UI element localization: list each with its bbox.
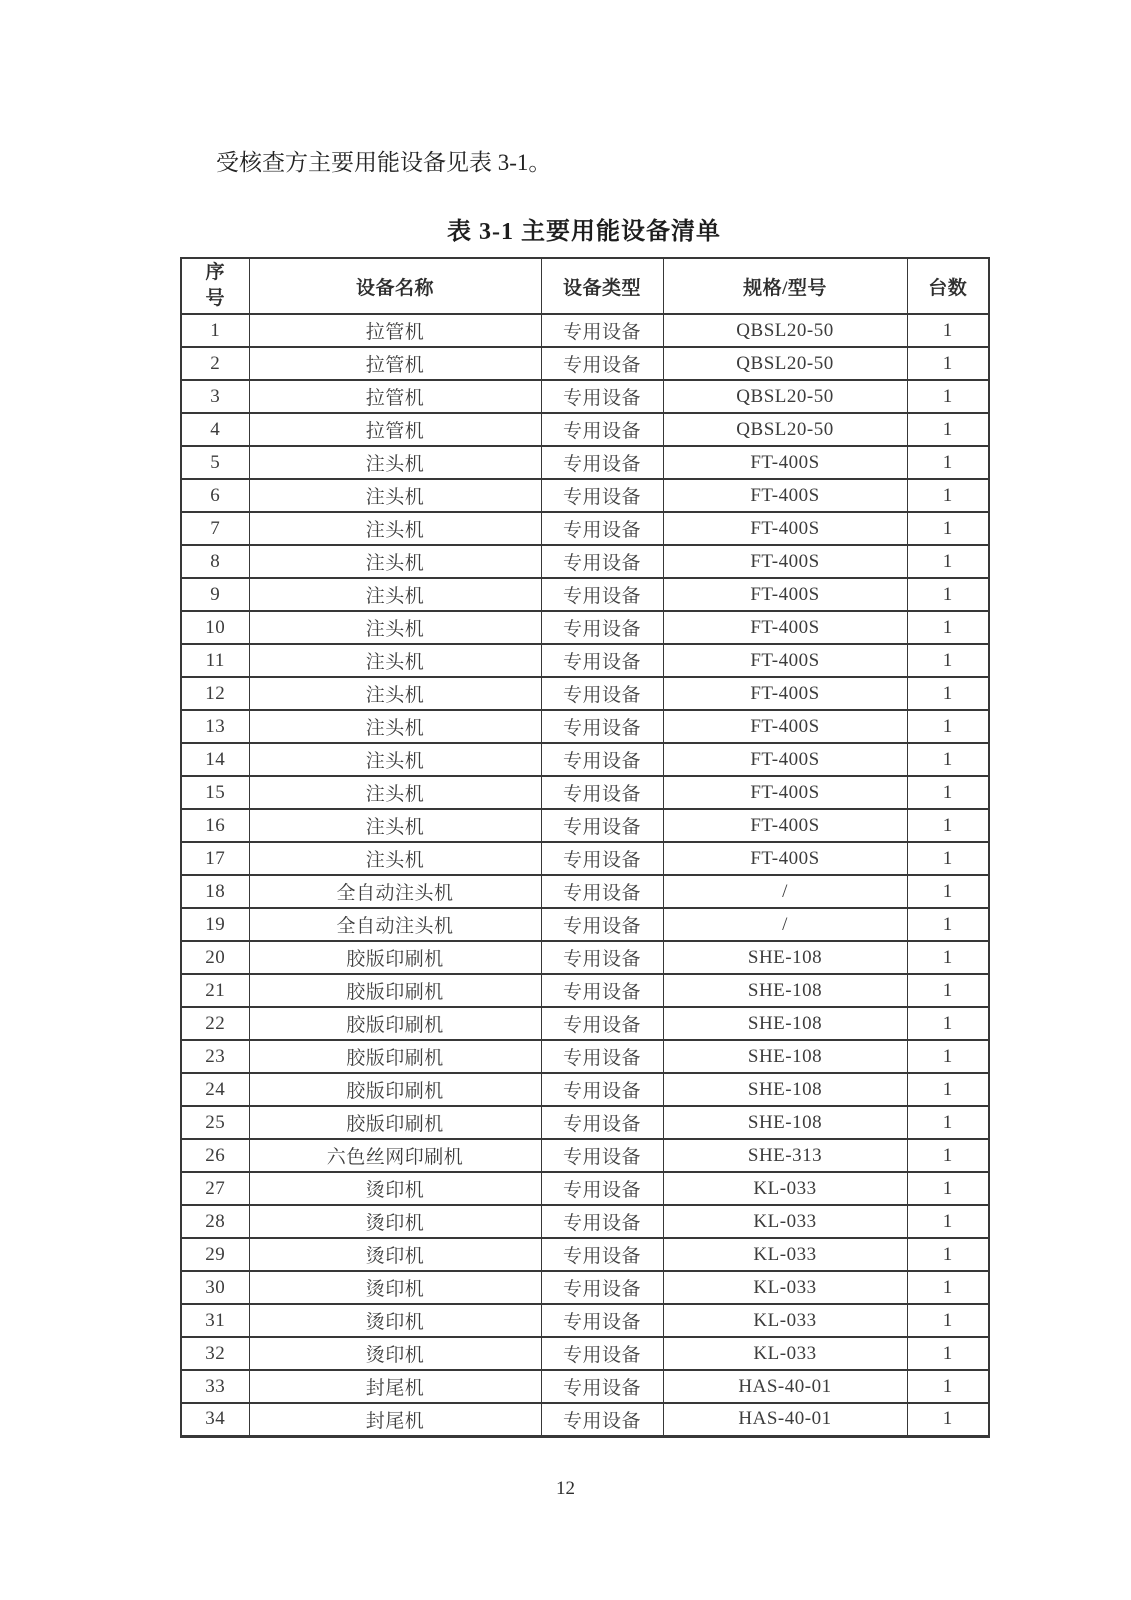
cell-count: 1 — [907, 1073, 989, 1106]
cell-index: 31 — [181, 1304, 249, 1337]
cell-index: 20 — [181, 941, 249, 974]
cell-count: 1 — [907, 611, 989, 644]
cell-count: 1 — [907, 776, 989, 809]
cell-index: 11 — [181, 644, 249, 677]
table-row — [181, 611, 989, 644]
cell-model: KL-033 — [663, 1304, 907, 1337]
header-label-model: 规格/型号 — [743, 277, 827, 299]
cell-type: 专用设备 — [541, 1007, 663, 1040]
cell-name: 胶版印刷机 — [249, 1040, 541, 1073]
cell-name: 注头机 — [249, 446, 541, 479]
table-row — [181, 545, 989, 578]
table-row — [181, 1238, 989, 1271]
cell-model: KL-033 — [663, 1205, 907, 1238]
cell-type: 专用设备 — [541, 479, 663, 512]
cell-count: 1 — [907, 644, 989, 677]
cell-name: 烫印机 — [249, 1205, 541, 1238]
cell-count: 1 — [907, 710, 989, 743]
cell-count: 1 — [907, 1238, 989, 1271]
cell-name: 胶版印刷机 — [249, 1007, 541, 1040]
cell-model: FT-400S — [663, 809, 907, 842]
table-row — [181, 347, 989, 380]
cell-name: 烫印机 — [249, 1271, 541, 1304]
cell-name: 注头机 — [249, 644, 541, 677]
cell-name: 注头机 — [249, 545, 541, 578]
table-row — [181, 413, 989, 446]
equipment-table — [180, 257, 990, 1438]
cell-index: 23 — [181, 1040, 249, 1073]
cell-type: 专用设备 — [541, 1337, 663, 1370]
cell-count: 1 — [907, 875, 989, 908]
cell-model: / — [663, 875, 907, 908]
cell-type: 专用设备 — [541, 413, 663, 446]
cell-index: 19 — [181, 908, 249, 941]
table-row — [181, 512, 989, 545]
cell-name: 注头机 — [249, 776, 541, 809]
cell-count: 1 — [907, 380, 989, 413]
cell-index: 12 — [181, 677, 249, 710]
cell-type: 专用设备 — [541, 710, 663, 743]
cell-index: 1 — [181, 314, 249, 347]
cell-name: 胶版印刷机 — [249, 1106, 541, 1139]
cell-model: FT-400S — [663, 446, 907, 479]
cell-type: 专用设备 — [541, 380, 663, 413]
cell-count: 1 — [907, 578, 989, 611]
cell-index: 26 — [181, 1139, 249, 1172]
cell-name: 全自动注头机 — [249, 908, 541, 941]
cell-count: 1 — [907, 743, 989, 776]
cell-count: 1 — [907, 479, 989, 512]
cell-count: 1 — [907, 1205, 989, 1238]
cell-model: KL-033 — [663, 1271, 907, 1304]
cell-type: 专用设备 — [541, 1040, 663, 1073]
cell-model: KL-033 — [663, 1337, 907, 1370]
cell-type: 专用设备 — [541, 908, 663, 941]
table-row — [181, 578, 989, 611]
cell-index: 17 — [181, 842, 249, 875]
cell-model: SHE-108 — [663, 1007, 907, 1040]
cell-index: 15 — [181, 776, 249, 809]
cell-name: 注头机 — [249, 710, 541, 743]
cell-type: 专用设备 — [541, 347, 663, 380]
table-row — [181, 1172, 989, 1205]
table-row — [181, 314, 989, 347]
cell-name: 封尾机 — [249, 1370, 541, 1403]
cell-count: 1 — [907, 1403, 989, 1436]
cell-model: FT-400S — [663, 677, 907, 710]
cell-count: 1 — [907, 413, 989, 446]
cell-name: 拉管机 — [249, 413, 541, 446]
cell-type: 专用设备 — [541, 1238, 663, 1271]
cell-name: 烫印机 — [249, 1337, 541, 1370]
table-row — [181, 1007, 989, 1040]
cell-count: 1 — [907, 677, 989, 710]
cell-count: 1 — [907, 1106, 989, 1139]
cell-model: SHE-108 — [663, 974, 907, 1007]
cell-count: 1 — [907, 1007, 989, 1040]
header-cell-name — [249, 258, 541, 314]
cell-index: 21 — [181, 974, 249, 1007]
cell-model: FT-400S — [663, 512, 907, 545]
cell-index: 34 — [181, 1403, 249, 1436]
equipment-table-header — [181, 258, 989, 314]
cell-count: 1 — [907, 545, 989, 578]
cell-model: QBSL20-50 — [663, 347, 907, 380]
cell-type: 专用设备 — [541, 446, 663, 479]
cell-name: 胶版印刷机 — [249, 1073, 541, 1106]
cell-count: 1 — [907, 941, 989, 974]
cell-count: 1 — [907, 842, 989, 875]
cell-name: 拉管机 — [249, 314, 541, 347]
cell-type: 专用设备 — [541, 1403, 663, 1436]
cell-name: 六色丝网印刷机 — [249, 1139, 541, 1172]
cell-index: 8 — [181, 545, 249, 578]
cell-type: 专用设备 — [541, 1106, 663, 1139]
cell-index: 2 — [181, 347, 249, 380]
cell-model: SHE-108 — [663, 1073, 907, 1106]
cell-model: SHE-313 — [663, 1139, 907, 1172]
table-row — [181, 1304, 989, 1337]
cell-type: 专用设备 — [541, 1370, 663, 1403]
cell-model: FT-400S — [663, 479, 907, 512]
table-title: 表 3-1 主要用能设备清单 — [447, 219, 721, 245]
cell-index: 4 — [181, 413, 249, 446]
cell-model: SHE-108 — [663, 941, 907, 974]
cell-index: 6 — [181, 479, 249, 512]
cell-index: 9 — [181, 578, 249, 611]
table-row — [181, 1106, 989, 1139]
cell-name: 烫印机 — [249, 1172, 541, 1205]
table-row — [181, 446, 989, 479]
cell-model: QBSL20-50 — [663, 380, 907, 413]
intro-paragraph: 受核查方主要用能设备见表 3-1。 — [216, 150, 552, 175]
cell-name: 注头机 — [249, 677, 541, 710]
cell-type: 专用设备 — [541, 677, 663, 710]
cell-model: FT-400S — [663, 842, 907, 875]
table-row — [181, 941, 989, 974]
cell-type: 专用设备 — [541, 1304, 663, 1337]
cell-model: HAS-40-01 — [663, 1370, 907, 1403]
cell-type: 专用设备 — [541, 1205, 663, 1238]
cell-type: 专用设备 — [541, 545, 663, 578]
cell-name: 注头机 — [249, 512, 541, 545]
header-label-index: 序号 — [205, 262, 225, 309]
table-row — [181, 710, 989, 743]
cell-count: 1 — [907, 1370, 989, 1403]
table-row — [181, 974, 989, 1007]
cell-name: 封尾机 — [249, 1403, 541, 1436]
cell-count: 1 — [907, 1337, 989, 1370]
cell-type: 专用设备 — [541, 875, 663, 908]
table-row — [181, 809, 989, 842]
cell-index: 18 — [181, 875, 249, 908]
document-content — [180, 148, 988, 1438]
cell-model: KL-033 — [663, 1172, 907, 1205]
cell-name: 注头机 — [249, 479, 541, 512]
cell-count: 1 — [907, 1304, 989, 1337]
cell-name: 胶版印刷机 — [249, 941, 541, 974]
cell-model: FT-400S — [663, 776, 907, 809]
cell-model: FT-400S — [663, 710, 907, 743]
table-row — [181, 479, 989, 512]
cell-name: 注头机 — [249, 611, 541, 644]
cell-model: QBSL20-50 — [663, 314, 907, 347]
table-row — [181, 1271, 989, 1304]
cell-index: 10 — [181, 611, 249, 644]
cell-count: 1 — [907, 347, 989, 380]
cell-name: 注头机 — [249, 809, 541, 842]
cell-index: 32 — [181, 1337, 249, 1370]
cell-model: FT-400S — [663, 743, 907, 776]
cell-name: 拉管机 — [249, 347, 541, 380]
table-row — [181, 1370, 989, 1403]
cell-type: 专用设备 — [541, 314, 663, 347]
cell-index: 24 — [181, 1073, 249, 1106]
table-row — [181, 1337, 989, 1370]
cell-type: 专用设备 — [541, 644, 663, 677]
cell-index: 25 — [181, 1106, 249, 1139]
cell-index: 3 — [181, 380, 249, 413]
header-label-type: 设备类型 — [562, 277, 641, 299]
table-row — [181, 1073, 989, 1106]
header-label-name: 设备名称 — [355, 277, 434, 299]
cell-count: 1 — [907, 512, 989, 545]
cell-index: 30 — [181, 1271, 249, 1304]
table-row — [181, 644, 989, 677]
cell-model: SHE-108 — [663, 1106, 907, 1139]
cell-model: FT-400S — [663, 545, 907, 578]
cell-count: 1 — [907, 1040, 989, 1073]
cell-count: 1 — [907, 1271, 989, 1304]
cell-name: 全自动注头机 — [249, 875, 541, 908]
header-row — [181, 258, 989, 314]
cell-count: 1 — [907, 314, 989, 347]
cell-index: 27 — [181, 1172, 249, 1205]
cell-count: 1 — [907, 974, 989, 1007]
table-row — [181, 1205, 989, 1238]
cell-name: 注头机 — [249, 578, 541, 611]
cell-type: 专用设备 — [541, 974, 663, 1007]
cell-index: 5 — [181, 446, 249, 479]
cell-count: 1 — [907, 908, 989, 941]
table-row — [181, 677, 989, 710]
table-row — [181, 380, 989, 413]
cell-model: KL-033 — [663, 1238, 907, 1271]
cell-index: 28 — [181, 1205, 249, 1238]
cell-name: 烫印机 — [249, 1238, 541, 1271]
cell-index: 16 — [181, 809, 249, 842]
equipment-table-body — [181, 314, 989, 1436]
cell-name: 拉管机 — [249, 380, 541, 413]
header-cell-count — [907, 258, 989, 314]
cell-type: 专用设备 — [541, 809, 663, 842]
cell-index: 14 — [181, 743, 249, 776]
cell-type: 专用设备 — [541, 776, 663, 809]
cell-model: FT-400S — [663, 644, 907, 677]
cell-index: 13 — [181, 710, 249, 743]
header-cell-type — [541, 258, 663, 314]
cell-count: 1 — [907, 1172, 989, 1205]
table-row — [181, 842, 989, 875]
cell-type: 专用设备 — [541, 941, 663, 974]
cell-count: 1 — [907, 1139, 989, 1172]
cell-type: 专用设备 — [541, 1172, 663, 1205]
cell-model: FT-400S — [663, 611, 907, 644]
cell-model: SHE-108 — [663, 1040, 907, 1073]
cell-type: 专用设备 — [541, 578, 663, 611]
table-row — [181, 1040, 989, 1073]
table-row — [181, 1139, 989, 1172]
cell-count: 1 — [907, 809, 989, 842]
cell-type: 专用设备 — [541, 512, 663, 545]
cell-name: 烫印机 — [249, 1304, 541, 1337]
header-label-count: 台数 — [928, 277, 968, 299]
table-row — [181, 908, 989, 941]
cell-type: 专用设备 — [541, 1139, 663, 1172]
header-cell-model — [663, 258, 907, 314]
cell-type: 专用设备 — [541, 1271, 663, 1304]
cell-model: HAS-40-01 — [663, 1403, 907, 1436]
cell-model: / — [663, 908, 907, 941]
cell-name: 胶版印刷机 — [249, 974, 541, 1007]
table-row — [181, 743, 989, 776]
cell-name: 注头机 — [249, 743, 541, 776]
table-row — [181, 1403, 989, 1436]
page-number: 12 — [556, 1478, 575, 1499]
header-cell-index — [181, 258, 249, 314]
cell-type: 专用设备 — [541, 1073, 663, 1106]
table-row — [181, 776, 989, 809]
cell-model: FT-400S — [663, 578, 907, 611]
cell-index: 29 — [181, 1238, 249, 1271]
cell-type: 专用设备 — [541, 611, 663, 644]
cell-model: QBSL20-50 — [663, 413, 907, 446]
cell-name: 注头机 — [249, 842, 541, 875]
cell-index: 22 — [181, 1007, 249, 1040]
cell-count: 1 — [907, 446, 989, 479]
cell-index: 33 — [181, 1370, 249, 1403]
cell-type: 专用设备 — [541, 842, 663, 875]
cell-type: 专用设备 — [541, 743, 663, 776]
table-row — [181, 875, 989, 908]
cell-index: 7 — [181, 512, 249, 545]
